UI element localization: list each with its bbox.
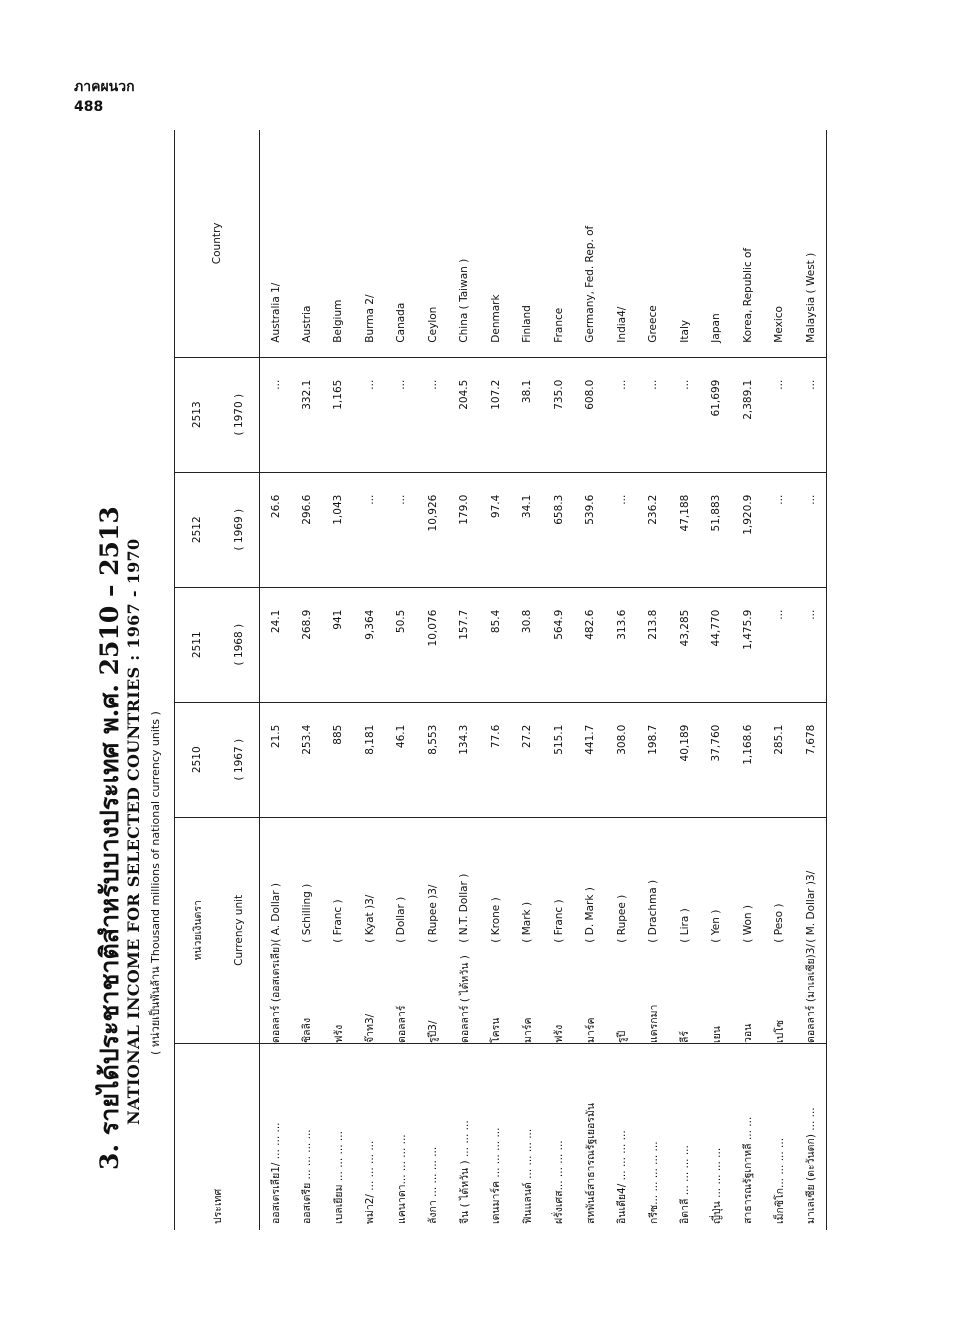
row-currency-english: ( Rupee )3/ [426, 884, 439, 943]
row-value-1967: 253.4 [291, 702, 323, 817]
row-country-english: Austria [291, 130, 323, 357]
row-value-1969: ... [386, 472, 418, 587]
row-country-english: Burma 2/ [354, 130, 386, 357]
row-value-1969: 658.3 [543, 472, 575, 587]
table-title-english: NATIONAL INCOME FOR SELECTED COUNTRIES : 1967 - 1970 [124, 538, 143, 1125]
row-country-thai: เดนมาร์ค ... ... ... ... [480, 1044, 512, 1231]
row-value-1969: ... [354, 472, 386, 587]
row-country-english: Australia 1/ [260, 130, 292, 357]
row-country-english: Canada [386, 130, 418, 357]
table-header [175, 130, 260, 1230]
row-currency-english: ( Krone ) [489, 897, 502, 943]
row-country-thai: อินเดีย4/ ... ... ... ... [606, 1044, 638, 1231]
row-country-thai: เบลเยียม ... ... ... ... [323, 1044, 355, 1231]
row-value-1970: ... [764, 357, 796, 472]
row-value-1968: 482.6 [575, 587, 607, 702]
table-row [795, 130, 827, 1230]
row-country-english: Germany, Fed. Rep. of [575, 130, 607, 357]
row-value-1970: 735.0 [543, 357, 575, 472]
row-value-1970: 204.5 [449, 357, 481, 472]
row-value-1967: 40,189 [669, 702, 701, 817]
row-country-thai: พม่า2/ ... ... ... ... [354, 1044, 386, 1231]
table-row [638, 130, 670, 1230]
row-value-1967: 198.7 [638, 702, 670, 817]
row-value-1969: 51,883 [701, 472, 733, 587]
section-label: ภาคผนวก [74, 79, 135, 95]
row-currency-thai: ฟรัง [553, 1024, 566, 1043]
row-value-1970: ... [417, 357, 449, 472]
row-currency-english: ( D. Mark ) [584, 887, 597, 943]
row-value-1968: 1,475.9 [732, 587, 764, 702]
row-value-1969: 34.1 [512, 472, 544, 587]
row-currency-thai: ดอลลาร์ [395, 1005, 408, 1043]
table-row [480, 130, 512, 1230]
row-currency-thai: ชิลลิง [301, 1017, 314, 1043]
table-row [669, 130, 701, 1230]
row-value-1968: 44,770 [701, 587, 733, 702]
row-country-english: Denmark [480, 130, 512, 357]
row-currency-thai: เยน [710, 1026, 723, 1043]
row-value-1969: 47,188 [669, 472, 701, 587]
row-country-thai: อิตาลี ... ... ... ... [669, 1044, 701, 1231]
header-year-ad-1968: ( 1968 ) [219, 587, 260, 702]
row-country-english: China ( Taiwan ) [449, 130, 481, 357]
row-value-1968: 268.9 [291, 587, 323, 702]
header-year-ad-1967: ( 1967 ) [219, 702, 260, 817]
row-value-1969: 97.4 [480, 472, 512, 587]
row-value-1970: 608.0 [575, 357, 607, 472]
row-value-1969: ... [764, 472, 796, 587]
header-year-ad-1970: ( 1970 ) [219, 357, 260, 472]
row-country-thai: จีน ( ไต้หวัน ) ... ... ... [449, 1044, 481, 1231]
row-value-1968: 24.1 [260, 587, 292, 702]
row-currency-thai: จ๊าท3/ [364, 1013, 377, 1043]
row-value-1967: 515.1 [543, 702, 575, 817]
row-value-1968: 10,076 [417, 587, 449, 702]
table-row [323, 130, 355, 1230]
row-currency-english: ( Lira ) [678, 908, 691, 943]
row-value-1967: 27.2 [512, 702, 544, 817]
row-currency-english: ( Yen ) [710, 909, 723, 943]
row-currency-thai: มาร์ค [521, 1017, 534, 1043]
row-currency-english: ( Drachma ) [647, 879, 660, 943]
row-value-1968: ... [764, 587, 796, 702]
row-value-1969: 539.6 [575, 472, 607, 587]
row-country-english: Mexico [764, 130, 796, 357]
row-currency-english: ( A. Dollar ) [269, 883, 282, 943]
row-country-thai: ออสเตรีย ... ... ... ... [291, 1044, 323, 1231]
row-country-english: Belgium [323, 130, 355, 357]
header-year-be-2510: 2510 [175, 702, 220, 817]
row-country-thai: แคนาดา... ... ... ... [386, 1044, 418, 1231]
row-currency-english: ( Dollar ) [395, 896, 408, 943]
row-value-1970: ... [669, 357, 701, 472]
row-country-thai: ลังกา ... ... ... ... [417, 1044, 449, 1231]
header-currency-english: Currency unit [233, 894, 245, 966]
row-currency-thai: แดรกมา [647, 1004, 660, 1043]
row-currency-thai: โครน [490, 1017, 503, 1043]
row-currency-thai: มาร์ค [584, 1017, 597, 1043]
row-value-1970: 332.1 [291, 357, 323, 472]
table-row [386, 130, 418, 1230]
row-value-1967: 308.0 [606, 702, 638, 817]
row-value-1969: 179.0 [449, 472, 481, 587]
row-value-1970: 1,165 [323, 357, 355, 472]
row-currency-english: ( Peso ) [773, 903, 786, 943]
row-value-1969: 236.2 [638, 472, 670, 587]
row-value-1967: 134.3 [449, 702, 481, 817]
row-value-1967: 21.5 [260, 702, 292, 817]
row-value-1968: 85.4 [480, 587, 512, 702]
row-country-english: France [543, 130, 575, 357]
table-row [260, 130, 292, 1230]
row-currency-english: ( Franc ) [332, 899, 345, 943]
row-value-1968: 9,364 [354, 587, 386, 702]
header-year-ad-1969: ( 1969 ) [219, 472, 260, 587]
row-country-english: Korea, Republic of [732, 130, 764, 357]
row-value-1967: 285.1 [764, 702, 796, 817]
row-country-english: Ceylon [417, 130, 449, 357]
row-value-1970: ... [354, 357, 386, 472]
row-value-1969: 1,043 [323, 472, 355, 587]
row-value-1967: 46.1 [386, 702, 418, 817]
row-currency-english: ( M. Dollar )3/ [795, 817, 827, 943]
row-value-1970: 107.2 [480, 357, 512, 472]
row-currency-thai: ดอลลาร์ ( ไต้หวัน ) [458, 955, 471, 1043]
row-country-english: Malaysia ( West ) [795, 130, 827, 357]
table-row [606, 130, 638, 1230]
row-currency-thai: ดอลลาร์ (มาเลเซีย)3/ [795, 943, 827, 1044]
row-country-thai: ฝรั่งเศส... ... ... ... [543, 1044, 575, 1231]
national-income-table [174, 130, 827, 1230]
row-currency-english: ( Franc ) [552, 899, 565, 943]
row-value-1970: ... [795, 357, 827, 472]
row-currency-thai: รูปี [616, 1030, 629, 1043]
row-value-1968: 30.8 [512, 587, 544, 702]
row-value-1970: ... [386, 357, 418, 472]
table-row [543, 130, 575, 1230]
header-currency-thai: หน่วยเงินตรา [191, 900, 204, 961]
row-currency-thai: รูปี3/ [427, 1020, 440, 1043]
row-currency-thai: ดอลลาร์ (ออสเตรเลีย) [270, 942, 282, 1043]
row-currency-thai: วอน [742, 1023, 755, 1043]
page-number: 488 [74, 98, 104, 115]
header-country-thai: ประเทศ [175, 1044, 260, 1231]
row-currency-english: ( Won ) [741, 904, 754, 943]
table-row [575, 130, 607, 1230]
row-value-1970: 2,389.1 [732, 357, 764, 472]
row-value-1968: ... [795, 587, 827, 702]
row-value-1968: 213.8 [638, 587, 670, 702]
page-header [74, 78, 135, 117]
row-country-thai: กรีซ... ... ... ... ... [638, 1044, 670, 1231]
row-country-english: Finland [512, 130, 544, 357]
table-row [701, 130, 733, 1230]
row-currency-english: ( Kyat )3/ [363, 894, 376, 943]
row-value-1970: ... [606, 357, 638, 472]
row-country-english: Italy [669, 130, 701, 357]
row-value-1969: ... [606, 472, 638, 587]
row-value-1967: 37,760 [701, 702, 733, 817]
header-country-english: Country [175, 130, 260, 357]
row-value-1967: 885 [323, 702, 355, 817]
table-row [417, 130, 449, 1230]
row-currency-thai: ลีร์ [679, 1030, 692, 1043]
table-unit-note: ( หน่วยเป็นพันล้าน Thousand millions of national currency units ) [149, 711, 162, 1055]
row-value-1969: 1,920.9 [732, 472, 764, 587]
header-year-be-2512: 2512 [175, 472, 220, 587]
table-row [512, 130, 544, 1230]
row-currency-thai: ฟรัง [332, 1024, 345, 1043]
row-currency-thai: เปโซ [773, 1019, 786, 1043]
row-currency-english: ( Rupee ) [615, 894, 628, 943]
row-currency-english: ( Schilling ) [300, 883, 313, 943]
row-country-english: Greece [638, 130, 670, 357]
row-country-thai: มาเลเซีย (ตะวันตก) ... ... [795, 1044, 827, 1231]
row-country-thai: สาธารณรัฐเกาหลี ... ... [732, 1044, 764, 1231]
row-value-1967: 441.7 [575, 702, 607, 817]
table-row [732, 130, 764, 1230]
row-value-1967: 8,553 [417, 702, 449, 817]
row-value-1968: 313.6 [606, 587, 638, 702]
row-country-thai: ฟินแลนด์ ... ... ... ... [512, 1044, 544, 1231]
row-value-1967: 1,168.6 [732, 702, 764, 817]
header-year-be-2513: 2513 [175, 357, 220, 472]
row-value-1967: 8,181 [354, 702, 386, 817]
row-country-english: Japan [701, 130, 733, 357]
table-body [260, 130, 827, 1230]
row-currency-english: ( Mark ) [521, 901, 534, 943]
table-title-thai: 3. รายได้ประชาชาติสำหรับบางประเทศ พ.ศ. 2510 – 2513 [95, 506, 124, 1170]
row-value-1967: 7,678 [795, 702, 827, 817]
row-value-1968: 50.5 [386, 587, 418, 702]
row-country-english: India4/ [606, 130, 638, 357]
row-value-1968: 157.7 [449, 587, 481, 702]
row-value-1969: 296.6 [291, 472, 323, 587]
row-value-1970: 61,699 [701, 357, 733, 472]
row-value-1970: 38.1 [512, 357, 544, 472]
row-value-1969: ... [795, 472, 827, 587]
table-title-block [88, 130, 168, 1230]
row-country-thai: สหพันธ์สาธารณรัฐเยอรมัน [575, 1044, 607, 1231]
row-currency-english: ( N.T. Dollar ) [458, 873, 471, 943]
row-country-thai: เม็กซิโก... ... ... ... [764, 1044, 796, 1231]
row-value-1968: 43,285 [669, 587, 701, 702]
row-country-thai: ออสเตรเลีย1/ ... ... ... [260, 1044, 292, 1231]
row-value-1970: ... [638, 357, 670, 472]
table-row [764, 130, 796, 1230]
rotated-table-page [88, 130, 878, 1230]
row-value-1967: 77.6 [480, 702, 512, 817]
row-value-1968: 941 [323, 587, 355, 702]
row-country-thai: ญี่ปุ่น ... ... ... ... [701, 1044, 733, 1231]
table-row [449, 130, 481, 1230]
row-value-1969: 26.6 [260, 472, 292, 587]
header-year-be-2511: 2511 [175, 587, 220, 702]
row-value-1970: ... [260, 357, 292, 472]
row-value-1969: 10,926 [417, 472, 449, 587]
table-row [291, 130, 323, 1230]
table-row [354, 130, 386, 1230]
row-value-1968: 564.9 [543, 587, 575, 702]
